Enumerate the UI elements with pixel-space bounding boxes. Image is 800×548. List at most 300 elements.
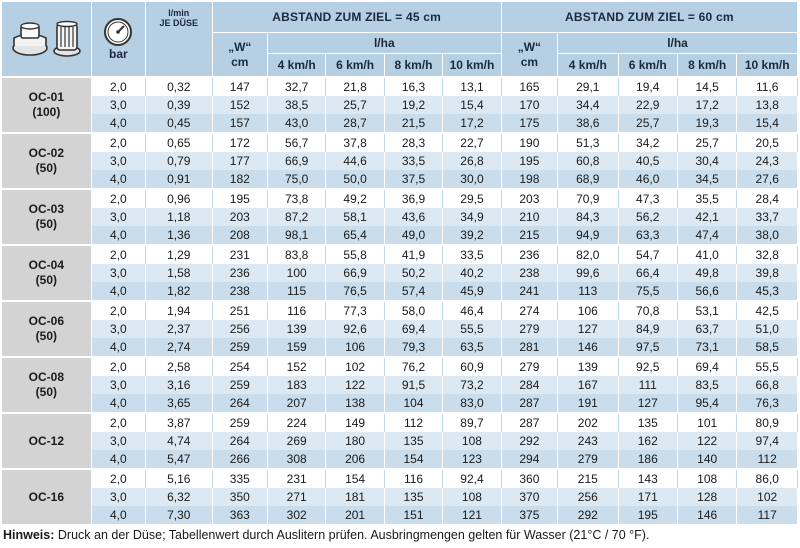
table-cell: 170: [501, 96, 557, 114]
nozzle-model-cell: [2, 469, 91, 524]
table-cell: 281: [501, 338, 557, 357]
table-cell: 135: [384, 432, 442, 450]
table-cell: 162: [618, 432, 677, 450]
table-cell: 279: [558, 450, 618, 469]
table-cell: 55,5: [443, 320, 501, 338]
table-cell: 21,5: [384, 114, 442, 133]
table-cell: 83,0: [443, 394, 501, 413]
table-cell: 3,87: [145, 413, 212, 432]
table-cell: 208: [212, 226, 267, 245]
table-cell: 241: [501, 282, 557, 301]
table-cell: 360: [501, 469, 557, 488]
table-cell: 83,5: [677, 376, 736, 394]
table-cell: 95,4: [677, 394, 736, 413]
table-cell: 264: [212, 432, 267, 450]
table-cell: 50,0: [326, 170, 384, 189]
note-text: Druck an der Düse; Tabellenwert durch Auslitern prüfen. Ausbringmengen gelten für Wasser (21°C / 70 °F).: [54, 528, 650, 542]
table-cell: 159: [267, 338, 325, 357]
table-cell: 43,0: [267, 114, 325, 133]
table-cell: 35,5: [677, 189, 736, 208]
table-cell: 152: [212, 96, 267, 114]
table-cell: 108: [443, 432, 501, 450]
table-cell: 47,4: [677, 226, 736, 245]
table-cell: 21,8: [326, 77, 384, 96]
table-cell: 20,5: [737, 133, 798, 152]
table-cell: 79,3: [384, 338, 442, 357]
table-cell: 135: [618, 413, 677, 432]
table-cell: 3,0: [91, 152, 145, 170]
table-cell: 108: [677, 469, 736, 488]
table-cell: 49,2: [326, 189, 384, 208]
table-cell: 238: [212, 282, 267, 301]
table-cell: 167: [558, 376, 618, 394]
table-cell: 83,8: [267, 245, 325, 264]
table-body: [2, 77, 798, 524]
nozzle-strainer-icon: [52, 20, 82, 58]
table-cell: 39,8: [737, 264, 798, 282]
nozzle-model-name: OC-01: [28, 90, 64, 104]
table-row: [2, 170, 798, 189]
table-cell: 77,3: [326, 301, 384, 320]
table-cell: 122: [326, 376, 384, 394]
table-cell: 0,91: [145, 170, 212, 189]
table-cell: 116: [384, 469, 442, 488]
table-cell: 47,3: [618, 189, 677, 208]
table-cell: 66,9: [267, 152, 325, 170]
table-row: [2, 152, 798, 170]
table-cell: 0,79: [145, 152, 212, 170]
table-row: [2, 208, 798, 226]
table-cell: 55,8: [326, 245, 384, 264]
table-cell: 32,8: [737, 245, 798, 264]
table-cell: 106: [558, 301, 618, 320]
table-cell: 70,8: [618, 301, 677, 320]
table-cell: 3,0: [91, 432, 145, 450]
table-cell: 63,7: [677, 320, 736, 338]
table-cell: 4,0: [91, 170, 145, 189]
table-cell: 58,5: [737, 338, 798, 357]
note: [3, 528, 649, 542]
table-cell: 92,6: [326, 320, 384, 338]
per-nozzle-label: JE DÜSE: [159, 18, 199, 28]
table-cell: 292: [558, 506, 618, 524]
table-row: [2, 394, 798, 413]
table-cell: 58,1: [326, 208, 384, 226]
table-cell: 186: [618, 450, 677, 469]
table-cell: 26,8: [443, 152, 501, 170]
table-cell: 22,9: [618, 96, 677, 114]
nozzle-model-cell: [2, 245, 91, 301]
table-cell: 2,0: [91, 469, 145, 488]
note-label: Hinweis:: [3, 528, 55, 542]
table-cell: 65,4: [326, 226, 384, 245]
table-cell: 46,4: [443, 301, 501, 320]
table-cell: 91,5: [384, 376, 442, 394]
table-cell: 266: [212, 450, 267, 469]
table-cell: 70,9: [558, 189, 618, 208]
nozzle-model-name: OC-02: [28, 146, 64, 160]
table-cell: 116: [267, 301, 325, 320]
table-cell: 171: [618, 488, 677, 506]
table-cell: 271: [267, 488, 325, 506]
table-cell: 4,0: [91, 114, 145, 133]
table-cell: 19,3: [677, 114, 736, 133]
nozzle-model-name: OC-03: [28, 202, 64, 216]
speed-header: 8 km/h: [677, 54, 736, 78]
table-cell: 238: [501, 264, 557, 282]
table-cell: 2,37: [145, 320, 212, 338]
table-cell: 84,9: [618, 320, 677, 338]
table-cell: 2,0: [91, 301, 145, 320]
nozzle-model-cell: [2, 77, 91, 133]
table-cell: 13,1: [443, 77, 501, 96]
table-cell: 7,30: [145, 506, 212, 524]
table-cell: 140: [677, 450, 736, 469]
distance-45-group-header: ABSTAND ZUM ZIEL = 45 cm: [212, 2, 501, 33]
table-row: [2, 189, 798, 208]
table-cell: 66,9: [326, 264, 384, 282]
table-cell: 3,16: [145, 376, 212, 394]
table-cell: 2,0: [91, 189, 145, 208]
table-cell: 41,0: [677, 245, 736, 264]
table-row: [2, 301, 798, 320]
table-cell: 152: [267, 357, 325, 376]
pressure-unit-label: bar: [108, 46, 128, 61]
table-cell: 151: [384, 506, 442, 524]
table-cell: 195: [212, 189, 267, 208]
table-cell: 49,0: [384, 226, 442, 245]
table-cell: 6,32: [145, 488, 212, 506]
table-cell: 287: [501, 413, 557, 432]
table-cell: 139: [558, 357, 618, 376]
table-cell: 19,4: [618, 77, 677, 96]
table-cell: 66,8: [737, 376, 798, 394]
table-cell: 203: [212, 208, 267, 226]
table-cell: 115: [267, 282, 325, 301]
pressure-column-header: [91, 2, 145, 77]
table-cell: 97,4: [737, 432, 798, 450]
table-cell: 46,0: [618, 170, 677, 189]
table-cell: 63,5: [443, 338, 501, 357]
table-cell: 1,94: [145, 301, 212, 320]
table-cell: 182: [212, 170, 267, 189]
table-cell: 34,5: [677, 170, 736, 189]
table-cell: 146: [558, 338, 618, 357]
table-cell: 13,8: [737, 96, 798, 114]
table-cell: 40,5: [618, 152, 677, 170]
table-cell: 308: [267, 450, 325, 469]
table-cell: 138: [326, 394, 384, 413]
table-cell: 259: [212, 338, 267, 357]
nozzle-icons-cell: [2, 2, 91, 77]
table-cell: 38,6: [558, 114, 618, 133]
table-cell: 274: [501, 301, 557, 320]
table-cell: 294: [501, 450, 557, 469]
table-cell: 215: [501, 226, 557, 245]
table-cell: 97,5: [618, 338, 677, 357]
table-cell: 121: [443, 506, 501, 524]
table-cell: 73,8: [267, 189, 325, 208]
table-cell: 92,4: [443, 469, 501, 488]
table-cell: 243: [558, 432, 618, 450]
table-cell: 4,0: [91, 338, 145, 357]
table-cell: 75,0: [267, 170, 325, 189]
table-cell: 80,9: [737, 413, 798, 432]
table-cell: 146: [677, 506, 736, 524]
speed-header: 4 km/h: [558, 54, 618, 78]
table-cell: 231: [212, 245, 267, 264]
table-cell: 99,6: [558, 264, 618, 282]
table-cell: 5,47: [145, 450, 212, 469]
table-cell: 1,58: [145, 264, 212, 282]
nozzle-output-table: [2, 2, 798, 524]
table-cell: 195: [501, 152, 557, 170]
table-cell: 41,9: [384, 245, 442, 264]
speed-header: 8 km/h: [384, 54, 442, 78]
table-cell: 127: [558, 320, 618, 338]
table-cell: 181: [326, 488, 384, 506]
table-cell: 50,2: [384, 264, 442, 282]
table-row: [2, 413, 798, 432]
table-cell: 37,5: [384, 170, 442, 189]
table-cell: 30,0: [443, 170, 501, 189]
table-cell: 82,0: [558, 245, 618, 264]
pressure-gauge-icon: [103, 17, 133, 47]
table-cell: 38,0: [737, 226, 798, 245]
nozzle-model-cell: [2, 357, 91, 413]
table-cell: 84,3: [558, 208, 618, 226]
table-cell: 183: [267, 376, 325, 394]
nozzle-model-size: (50): [35, 385, 57, 399]
nozzle-model-size: (50): [35, 329, 57, 343]
table-cell: 127: [618, 394, 677, 413]
table-row: [2, 432, 798, 450]
table-cell: 25,7: [618, 114, 677, 133]
table-cell: 11,6: [737, 77, 798, 96]
table-cell: 350: [212, 488, 267, 506]
table-cell: 54,7: [618, 245, 677, 264]
table-row: [2, 338, 798, 357]
nozzle-model-name: OC-04: [28, 258, 64, 272]
table-cell: 76,2: [384, 357, 442, 376]
table-cell: 3,0: [91, 96, 145, 114]
table-cell: 24,3: [737, 152, 798, 170]
table-cell: 69,4: [677, 357, 736, 376]
table-cell: 49,8: [677, 264, 736, 282]
table-cell: 92,5: [618, 357, 677, 376]
table-cell: 40,2: [443, 264, 501, 282]
table-cell: 3,0: [91, 208, 145, 226]
table-cell: 195: [618, 506, 677, 524]
table-cell: 3,0: [91, 376, 145, 394]
table-cell: 15,4: [443, 96, 501, 114]
table-cell: 2,58: [145, 357, 212, 376]
nozzle-icon: [10, 20, 50, 58]
table-row: [2, 77, 798, 96]
flow-unit-label: l/min: [168, 8, 190, 18]
table-cell: 56,7: [267, 133, 325, 152]
nozzle-model-name: OC-06: [28, 314, 64, 328]
table-cell: 251: [212, 301, 267, 320]
lha-60-header: l/ha: [558, 33, 798, 54]
nozzle-model-size: (50): [35, 217, 57, 231]
table-cell: 112: [737, 450, 798, 469]
table-cell: 2,0: [91, 245, 145, 264]
table-cell: 51,3: [558, 133, 618, 152]
table-cell: 224: [267, 413, 325, 432]
table-cell: 60,8: [558, 152, 618, 170]
table-cell: 76,3: [737, 394, 798, 413]
lha-45-header: l/ha: [267, 33, 501, 54]
table-cell: 180: [326, 432, 384, 450]
table-cell: 292: [501, 432, 557, 450]
table-cell: 102: [737, 488, 798, 506]
table-cell: 284: [501, 376, 557, 394]
table-cell: 3,65: [145, 394, 212, 413]
table-cell: 33,7: [737, 208, 798, 226]
nozzle-model-cell: [2, 413, 91, 469]
table-cell: 2,0: [91, 77, 145, 96]
table-cell: 279: [501, 357, 557, 376]
nozzle-model-cell: [2, 189, 91, 245]
nozzle-model-cell: [2, 133, 91, 189]
table-cell: 32,7: [267, 77, 325, 96]
speed-header: 6 km/h: [326, 54, 384, 78]
table-cell: 28,3: [384, 133, 442, 152]
table-cell: 22,7: [443, 133, 501, 152]
table-cell: 122: [677, 432, 736, 450]
table-cell: 264: [212, 394, 267, 413]
table-cell: 19,2: [384, 96, 442, 114]
table-row: [2, 450, 798, 469]
table-cell: 112: [384, 413, 442, 432]
table-cell: 175: [501, 114, 557, 133]
table-cell: 69,4: [384, 320, 442, 338]
nozzle-model-cell: [2, 301, 91, 357]
nozzle-model-name: OC-16: [28, 489, 64, 504]
table-cell: 25,7: [677, 133, 736, 152]
table-cell: 55,5: [737, 357, 798, 376]
table-cell: 0,39: [145, 96, 212, 114]
table-cell: 335: [212, 469, 267, 488]
table-cell: 1,36: [145, 226, 212, 245]
table-cell: 36,9: [384, 189, 442, 208]
table-cell: 73,2: [443, 376, 501, 394]
table-cell: 111: [618, 376, 677, 394]
table-row: [2, 376, 798, 394]
table-row: [2, 506, 798, 524]
table-cell: 4,0: [91, 226, 145, 245]
table-cell: 215: [558, 469, 618, 488]
table-cell: 25,7: [326, 96, 384, 114]
table-cell: 29,5: [443, 189, 501, 208]
w45-unit: cm: [231, 54, 249, 69]
table-cell: 87,2: [267, 208, 325, 226]
table-cell: 2,74: [145, 338, 212, 357]
table-cell: 0,65: [145, 133, 212, 152]
table-cell: 149: [326, 413, 384, 432]
table-cell: 154: [326, 469, 384, 488]
table-row: [2, 469, 798, 488]
table-cell: 56,6: [677, 282, 736, 301]
table-cell: 198: [501, 170, 557, 189]
table-cell: 37,8: [326, 133, 384, 152]
table-cell: 34,2: [618, 133, 677, 152]
table-cell: 165: [501, 77, 557, 96]
table-cell: 1,18: [145, 208, 212, 226]
table-cell: 34,4: [558, 96, 618, 114]
table-cell: 135: [384, 488, 442, 506]
table-cell: 43,6: [384, 208, 442, 226]
table-cell: 60,9: [443, 357, 501, 376]
table-cell: 279: [501, 320, 557, 338]
speed-header: 10 km/h: [737, 54, 798, 78]
table-cell: 207: [267, 394, 325, 413]
table-cell: 1,82: [145, 282, 212, 301]
table-cell: 51,0: [737, 320, 798, 338]
table-cell: 4,0: [91, 394, 145, 413]
table-cell: 363: [212, 506, 267, 524]
table-cell: 68,9: [558, 170, 618, 189]
table-cell: 89,7: [443, 413, 501, 432]
distance-60-group-header: ABSTAND ZUM ZIEL = 60 cm: [501, 2, 797, 33]
table-cell: 201: [326, 506, 384, 524]
table-cell: 117: [737, 506, 798, 524]
table-cell: 14,5: [677, 77, 736, 96]
table-cell: 3,0: [91, 488, 145, 506]
w60-label: „W“: [517, 39, 542, 54]
table-cell: 143: [618, 469, 677, 488]
table-cell: 0,96: [145, 189, 212, 208]
nozzle-model-size: (50): [35, 161, 57, 175]
w60-header: [501, 33, 557, 78]
speed-header: 4 km/h: [267, 54, 325, 78]
table-cell: 94,9: [558, 226, 618, 245]
table-cell: 113: [558, 282, 618, 301]
table-cell: 202: [558, 413, 618, 432]
table-cell: 375: [501, 506, 557, 524]
table-cell: 4,0: [91, 282, 145, 301]
table-cell: 101: [677, 413, 736, 432]
w45-header: [212, 33, 267, 78]
table-cell: 287: [501, 394, 557, 413]
table-cell: 102: [326, 357, 384, 376]
table-cell: 139: [267, 320, 325, 338]
table-cell: 4,0: [91, 506, 145, 524]
table-cell: 58,0: [384, 301, 442, 320]
table-cell: 236: [212, 264, 267, 282]
table-cell: 1,29: [145, 245, 212, 264]
nozzle-model-size: (100): [32, 105, 61, 119]
w45-label: „W“: [228, 39, 252, 54]
table-cell: 0,32: [145, 77, 212, 96]
table-cell: 17,2: [677, 96, 736, 114]
table-cell: 123: [443, 450, 501, 469]
table-row: [2, 226, 798, 245]
table-cell: 45,3: [737, 282, 798, 301]
table-cell: 73,1: [677, 338, 736, 357]
table-cell: 33,5: [443, 245, 501, 264]
table-cell: 66,4: [618, 264, 677, 282]
table-cell: 190: [501, 133, 557, 152]
flow-column-header: [145, 2, 212, 77]
table-cell: 39,2: [443, 226, 501, 245]
table-cell: 28,7: [326, 114, 384, 133]
table-cell: 206: [326, 450, 384, 469]
table-cell: 3,0: [91, 264, 145, 282]
table-cell: 256: [212, 320, 267, 338]
nozzle-model-size: (50): [35, 273, 57, 287]
